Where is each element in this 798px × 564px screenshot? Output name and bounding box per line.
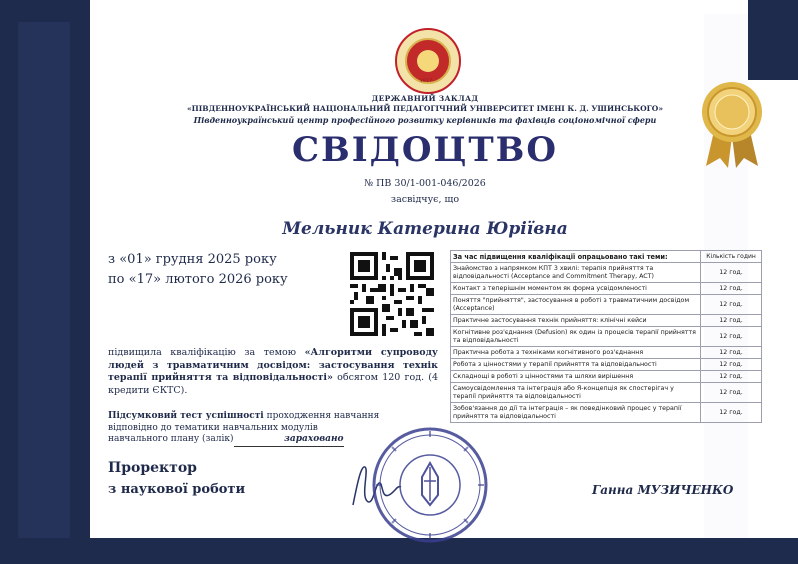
topic-cell: Практичне застосування технік прийняття: клінічні кейси	[451, 315, 701, 327]
topic-cell: Робота з цінностями у терапії прийняття та відповідальності	[451, 359, 701, 371]
table-row	[451, 347, 762, 359]
top-right-decorative-band	[748, 0, 798, 80]
hours-cell: 12 год.	[701, 327, 762, 347]
institution-status: ДЕРЖАВНИЙ ЗАКЛАД	[371, 94, 479, 103]
hours-column-header: Кількість годин	[701, 251, 762, 263]
gold-seal-icon	[692, 76, 772, 168]
table-header-row	[451, 251, 762, 263]
hours-cell: 12 год.	[701, 283, 762, 295]
table-row	[451, 327, 762, 347]
topic-cell: Самоусвідомлення та інтеграція або Я-концепція як спостерігач у терапії прийняття та відповідальності	[451, 383, 701, 403]
table-row	[451, 283, 762, 295]
band-pattern	[18, 22, 70, 542]
improved-prefix: підвищила кваліфікацію за темою	[108, 347, 297, 358]
document-title: СВІДОЦТВО	[291, 130, 559, 170]
hours-cell: 12 год.	[701, 403, 762, 423]
course-volume: обсягом 120 год. (4 кредити ЄКТС).	[108, 372, 438, 396]
period-start: з «01» грудня 2025 року	[108, 252, 277, 267]
signer-name: Ганна МУЗИЧЕНКО	[592, 483, 734, 497]
test-title: Підсумковий тест успішності	[108, 411, 264, 421]
certifies-text: засвідчує, що	[390, 194, 460, 205]
test-result: зараховано	[234, 434, 344, 447]
holder-name: Мельник Катерина Юріївна	[282, 219, 568, 239]
table-row	[451, 295, 762, 315]
logo-core	[417, 50, 439, 72]
table-row	[451, 263, 762, 283]
topic-cell: Когнітивне роз'єднання (Defusion) як один із процесів терапії прийняття та відповідальності	[451, 327, 701, 347]
period-end: по «17» лютого 2026 року	[108, 272, 288, 287]
test-description: проходження навчання відповідно до тематики навчальних модулів	[108, 411, 380, 433]
hours-cell: 12 год.	[701, 263, 762, 283]
institution-name: «ПІВДЕННОУКРАЇНСЬКИЙ НАЦІОНАЛЬНИЙ ПЕДАГОГІЧНИЙ УНІВЕРСИТЕТ ІМЕНІ К. Д. УШИНСЬКОГО»	[186, 104, 664, 113]
hours-cell: 12 год.	[701, 315, 762, 327]
topics-column-header: За час підвищення кваліфікації опрацьовано такі теми:	[451, 251, 701, 263]
signer-position-line-2: з наукової роботи	[108, 482, 246, 497]
test-plan: навчального плану (залік)	[108, 434, 234, 444]
topic-cell: Практична робота з техніками когнітивного роз'єднання	[451, 347, 701, 359]
institution-center: Південноукраїнський центр професійного розвитку керівників та фахівців соціономічної сфери	[193, 115, 657, 125]
table-row	[451, 359, 762, 371]
hours-cell: 12 год.	[701, 347, 762, 359]
topic-cell: Знайомство з напрямком КПТ 3 хвилі: терапія прийняття та відповідальності (Acceptance and Commitment Therapy, ACT)	[451, 263, 701, 283]
qr-code-icon[interactable]	[350, 252, 434, 336]
table-row	[451, 371, 762, 383]
signer-position-line-1: Проректор	[108, 460, 197, 476]
topics-table	[450, 250, 762, 423]
course-topic: «Алгоритми супроводу людей з травматичним досвідом: застосування технік терапії прийняття та відповідальності»	[108, 347, 438, 383]
official-stamp-icon	[370, 425, 490, 545]
hours-cell: 12 год.	[701, 371, 762, 383]
certificate-number: № ПВ 30/1-001-046/2026	[364, 178, 486, 189]
final-test-text	[108, 411, 408, 447]
hours-cell: 12 год.	[701, 295, 762, 315]
topic-cell: Поняття "прийняття", застосування в роботі з травматичним досвідом (Acceptance)	[451, 295, 701, 315]
topic-cell: Контакт з теперішнім моментом як форма усвідомленості	[451, 283, 701, 295]
qualification-description	[108, 347, 438, 397]
hours-cell: 12 год.	[701, 383, 762, 403]
table-row	[451, 315, 762, 327]
table-row	[451, 383, 762, 403]
left-decorative-band	[0, 0, 90, 564]
university-logo	[395, 28, 461, 94]
logo-year: 1817	[419, 78, 433, 84]
topic-cell: Зобов'язання до дії та інтеграція – як поведінковий процес у терапії прийняття та відповідальності	[451, 403, 701, 423]
hours-cell: 12 год.	[701, 359, 762, 371]
topic-cell: Складнощі в роботі з цінностями та шляхи вирішення	[451, 371, 701, 383]
table-row	[451, 403, 762, 423]
